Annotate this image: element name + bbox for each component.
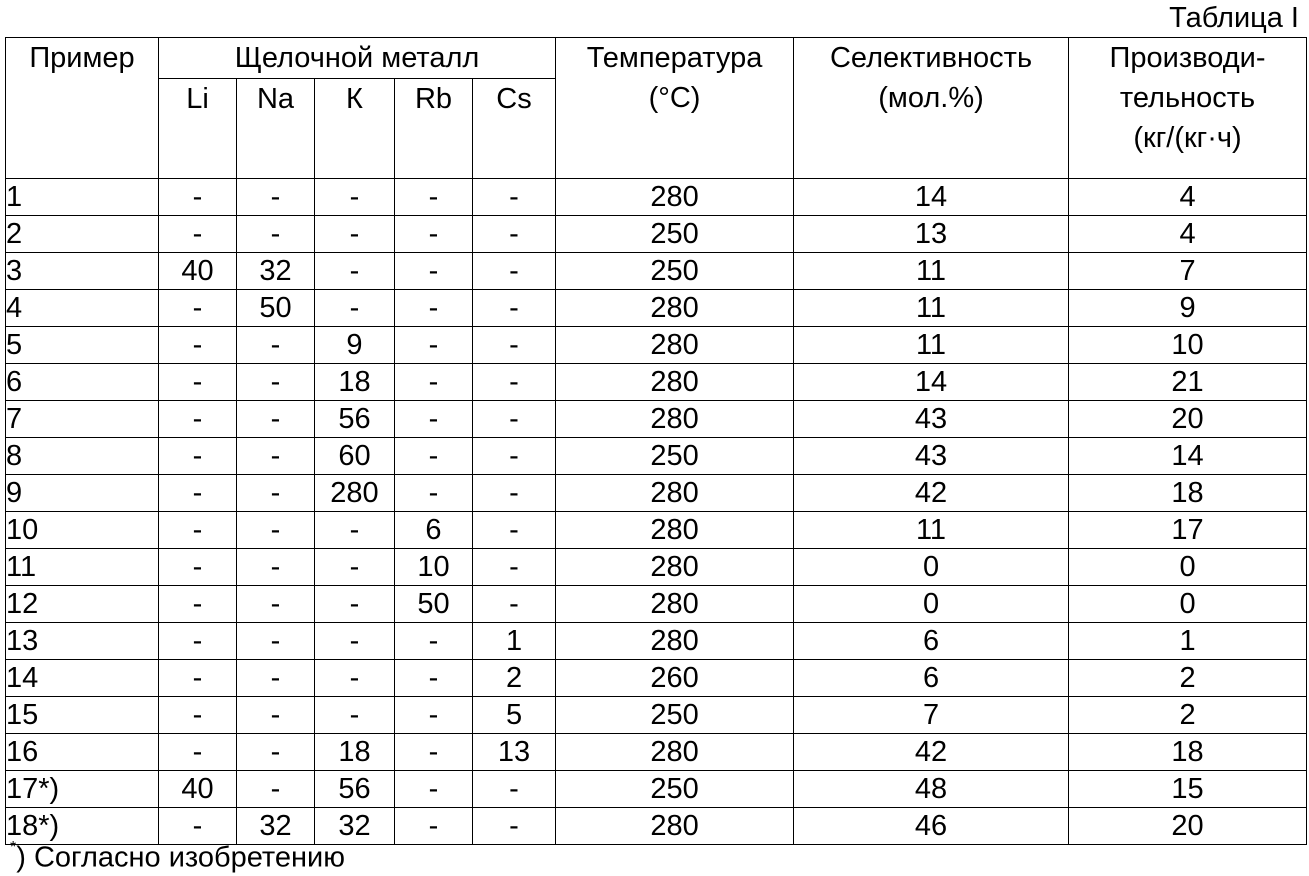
header-productivity	[1069, 38, 1307, 179]
table-row	[6, 327, 1307, 364]
cell-k-value: -	[315, 586, 395, 623]
cell-li-value: -	[159, 401, 237, 438]
cell-k-value: 18	[315, 734, 395, 771]
cell-rb-value: -	[395, 364, 473, 401]
cell-example-number: 2	[6, 216, 159, 253]
cell-productivity-value: 2	[1069, 697, 1307, 734]
cell-cs-value: -	[473, 401, 556, 438]
cell-li-value: -	[159, 438, 237, 475]
cell-selectivity-value: 0	[794, 586, 1069, 623]
cell-example-number: 6	[6, 364, 159, 401]
cell-temperature-value: 250	[556, 438, 794, 475]
cell-selectivity-value: 43	[794, 438, 1069, 475]
cell-li-value: -	[159, 734, 237, 771]
cell-k-value: -	[315, 549, 395, 586]
cell-li-value: -	[159, 216, 237, 253]
cell-rb-value: -	[395, 623, 473, 660]
cell-li-value: -	[159, 475, 237, 512]
cell-li-value: -	[159, 660, 237, 697]
cell-k-value: -	[315, 216, 395, 253]
table-row	[6, 438, 1307, 475]
header-temperature-label: Температура	[586, 42, 763, 74]
cell-k-value: -	[315, 253, 395, 290]
cell-selectivity-value: 6	[794, 660, 1069, 697]
cell-productivity-value: 18	[1069, 734, 1307, 771]
cell-cs-value: -	[473, 771, 556, 808]
cell-productivity-value: 14	[1069, 438, 1307, 475]
header-metal-na: Na	[237, 79, 315, 179]
cell-rb-value: -	[395, 179, 473, 216]
cell-na-value: -	[237, 697, 315, 734]
header-metal-rb: Rb	[395, 79, 473, 179]
cell-k-value: 60	[315, 438, 395, 475]
cell-productivity-value: 21	[1069, 364, 1307, 401]
table-header	[6, 38, 1307, 179]
table-row	[6, 253, 1307, 290]
cell-li-value: -	[159, 623, 237, 660]
table-row	[6, 401, 1307, 438]
cell-example-number: 7	[6, 401, 159, 438]
cell-temperature-value: 280	[556, 290, 794, 327]
cell-cs-value: 2	[473, 660, 556, 697]
footnote-text: ) Согласно изобретению	[16, 841, 345, 874]
cell-selectivity-value: 48	[794, 771, 1069, 808]
cell-selectivity-value: 14	[794, 179, 1069, 216]
cell-li-value: -	[159, 697, 237, 734]
cell-example-number: 15	[6, 697, 159, 734]
cell-na-value: -	[237, 179, 315, 216]
cell-temperature-value: 280	[556, 734, 794, 771]
cell-na-value: -	[237, 401, 315, 438]
cell-k-value: -	[315, 623, 395, 660]
cell-na-value: -	[237, 512, 315, 549]
cell-rb-value: 10	[395, 549, 473, 586]
cell-example-number: 4	[6, 290, 159, 327]
cell-na-value: -	[237, 586, 315, 623]
cell-temperature-value: 280	[556, 364, 794, 401]
cell-temperature-value: 250	[556, 253, 794, 290]
header-selectivity	[794, 38, 1069, 179]
cell-example-number: 9	[6, 475, 159, 512]
header-selectivity-unit: (мол.%)	[878, 82, 984, 114]
table-row	[6, 623, 1307, 660]
cell-na-value: 32	[237, 808, 315, 845]
cell-li-value: -	[159, 364, 237, 401]
cell-productivity-value: 10	[1069, 327, 1307, 364]
footnote	[10, 834, 345, 876]
cell-selectivity-value: 11	[794, 327, 1069, 364]
cell-cs-value: -	[473, 216, 556, 253]
table-row	[6, 697, 1307, 734]
cell-k-value: 32	[315, 808, 395, 845]
cell-cs-value: 13	[473, 734, 556, 771]
table-row	[6, 179, 1307, 216]
cell-rb-value: 6	[395, 512, 473, 549]
table-caption: Таблица I	[1169, 2, 1299, 34]
cell-temperature-value: 280	[556, 179, 794, 216]
table-row	[6, 475, 1307, 512]
cell-temperature-value: 250	[556, 216, 794, 253]
cell-k-value: -	[315, 179, 395, 216]
cell-na-value: -	[237, 438, 315, 475]
cell-rb-value: 50	[395, 586, 473, 623]
cell-productivity-value: 7	[1069, 253, 1307, 290]
cell-example-number: 13	[6, 623, 159, 660]
cell-example-number: 1	[6, 179, 159, 216]
cell-na-value: -	[237, 660, 315, 697]
cell-selectivity-value: 7	[794, 697, 1069, 734]
cell-k-value: 18	[315, 364, 395, 401]
cell-na-value: 50	[237, 290, 315, 327]
cell-temperature-value: 280	[556, 549, 794, 586]
cell-productivity-value: 0	[1069, 586, 1307, 623]
header-metal-li: Li	[159, 79, 237, 179]
cell-cs-value: -	[473, 327, 556, 364]
cell-selectivity-value: 11	[794, 253, 1069, 290]
cell-example-number: 11	[6, 549, 159, 586]
cell-productivity-value: 4	[1069, 179, 1307, 216]
cell-temperature-value: 250	[556, 697, 794, 734]
table-row	[6, 660, 1307, 697]
cell-k-value: 56	[315, 401, 395, 438]
cell-rb-value: -	[395, 475, 473, 512]
cell-rb-value: -	[395, 660, 473, 697]
cell-selectivity-value: 0	[794, 549, 1069, 586]
table-row	[6, 364, 1307, 401]
cell-na-value: -	[237, 623, 315, 660]
cell-cs-value: -	[473, 438, 556, 475]
cell-temperature-value: 280	[556, 401, 794, 438]
table-row	[6, 734, 1307, 771]
cell-productivity-value: 2	[1069, 660, 1307, 697]
cell-li-value: -	[159, 179, 237, 216]
cell-k-value: -	[315, 697, 395, 734]
table-body	[6, 179, 1307, 845]
table-row	[6, 586, 1307, 623]
cell-li-value: -	[159, 290, 237, 327]
cell-example-number: 5	[6, 327, 159, 364]
cell-cs-value: -	[473, 253, 556, 290]
cell-temperature-value: 280	[556, 808, 794, 845]
header-temperature-unit: (°C)	[648, 82, 701, 114]
cell-cs-value: 5	[473, 697, 556, 734]
cell-productivity-value: 20	[1069, 401, 1307, 438]
header-temperature	[556, 38, 794, 179]
cell-k-value: -	[315, 290, 395, 327]
cell-selectivity-value: 6	[794, 623, 1069, 660]
cell-temperature-value: 280	[556, 475, 794, 512]
cell-li-value: -	[159, 327, 237, 364]
table-row	[6, 216, 1307, 253]
cell-li-value: -	[159, 586, 237, 623]
header-productivity-label-1: Производи-	[1109, 42, 1266, 74]
cell-rb-value: -	[395, 438, 473, 475]
cell-example-number: 10	[6, 512, 159, 549]
cell-na-value: -	[237, 327, 315, 364]
cell-example-number: 8	[6, 438, 159, 475]
cell-rb-value: -	[395, 401, 473, 438]
cell-rb-value: -	[395, 808, 473, 845]
cell-productivity-value: 18	[1069, 475, 1307, 512]
cell-cs-value: -	[473, 179, 556, 216]
cell-example-number: 3	[6, 253, 159, 290]
table-row	[6, 771, 1307, 808]
cell-productivity-value: 15	[1069, 771, 1307, 808]
cell-selectivity-value: 11	[794, 290, 1069, 327]
cell-rb-value: -	[395, 327, 473, 364]
cell-cs-value: -	[473, 512, 556, 549]
cell-na-value: -	[237, 475, 315, 512]
cell-productivity-value: 17	[1069, 512, 1307, 549]
cell-rb-value: -	[395, 253, 473, 290]
cell-li-value: -	[159, 808, 237, 845]
cell-rb-value: -	[395, 290, 473, 327]
cell-na-value: -	[237, 364, 315, 401]
cell-cs-value: 1	[473, 623, 556, 660]
cell-rb-value: -	[395, 697, 473, 734]
cell-temperature-value: 280	[556, 586, 794, 623]
cell-rb-value: -	[395, 771, 473, 808]
cell-selectivity-value: 43	[794, 401, 1069, 438]
cell-na-value: 32	[237, 253, 315, 290]
cell-temperature-value: 250	[556, 771, 794, 808]
cell-na-value: -	[237, 771, 315, 808]
header-alkali-metal: Щелочной металл	[159, 38, 556, 79]
cell-temperature-value: 280	[556, 623, 794, 660]
cell-na-value: -	[237, 549, 315, 586]
table-row	[6, 290, 1307, 327]
cell-cs-value: -	[473, 549, 556, 586]
cell-li-value: -	[159, 512, 237, 549]
cell-k-value: -	[315, 512, 395, 549]
cell-k-value: -	[315, 660, 395, 697]
cell-productivity-value: 9	[1069, 290, 1307, 327]
cell-selectivity-value: 42	[794, 734, 1069, 771]
cell-example-number: 14	[6, 660, 159, 697]
header-metal-cs: Cs	[473, 79, 556, 179]
footnote-mark: *	[10, 839, 17, 856]
cell-cs-value: -	[473, 290, 556, 327]
data-table	[5, 37, 1307, 845]
cell-example-number: 16	[6, 734, 159, 771]
cell-na-value: -	[237, 734, 315, 771]
cell-rb-value: -	[395, 734, 473, 771]
cell-k-value: 280	[315, 475, 395, 512]
cell-productivity-value: 4	[1069, 216, 1307, 253]
cell-cs-value: -	[473, 364, 556, 401]
cell-na-value: -	[237, 216, 315, 253]
table-row	[6, 549, 1307, 586]
cell-k-value: 56	[315, 771, 395, 808]
cell-example-number: 17*)	[6, 771, 159, 808]
cell-example-number: 12	[6, 586, 159, 623]
cell-li-value: 40	[159, 771, 237, 808]
header-selectivity-label: Селективность	[829, 42, 1033, 74]
cell-temperature-value: 280	[556, 327, 794, 364]
table-row	[6, 512, 1307, 549]
cell-example-number: 18*)	[6, 808, 159, 845]
cell-selectivity-value: 42	[794, 475, 1069, 512]
cell-productivity-value: 20	[1069, 808, 1307, 845]
cell-selectivity-value: 14	[794, 364, 1069, 401]
cell-selectivity-value: 11	[794, 512, 1069, 549]
cell-cs-value: -	[473, 586, 556, 623]
cell-productivity-value: 0	[1069, 549, 1307, 586]
cell-productivity-value: 1	[1069, 623, 1307, 660]
cell-selectivity-value: 46	[794, 808, 1069, 845]
cell-cs-value: -	[473, 808, 556, 845]
cell-li-value: 40	[159, 253, 237, 290]
header-metal-k: К	[315, 79, 395, 179]
header-productivity-unit: (кг/(кг·ч)	[1133, 122, 1242, 154]
cell-k-value: 9	[315, 327, 395, 364]
cell-cs-value: -	[473, 475, 556, 512]
cell-temperature-value: 260	[556, 660, 794, 697]
cell-selectivity-value: 13	[794, 216, 1069, 253]
cell-temperature-value: 280	[556, 512, 794, 549]
header-example: Пример	[6, 38, 159, 179]
cell-li-value: -	[159, 549, 237, 586]
cell-rb-value: -	[395, 216, 473, 253]
header-productivity-label-2: тельность	[1119, 82, 1256, 114]
